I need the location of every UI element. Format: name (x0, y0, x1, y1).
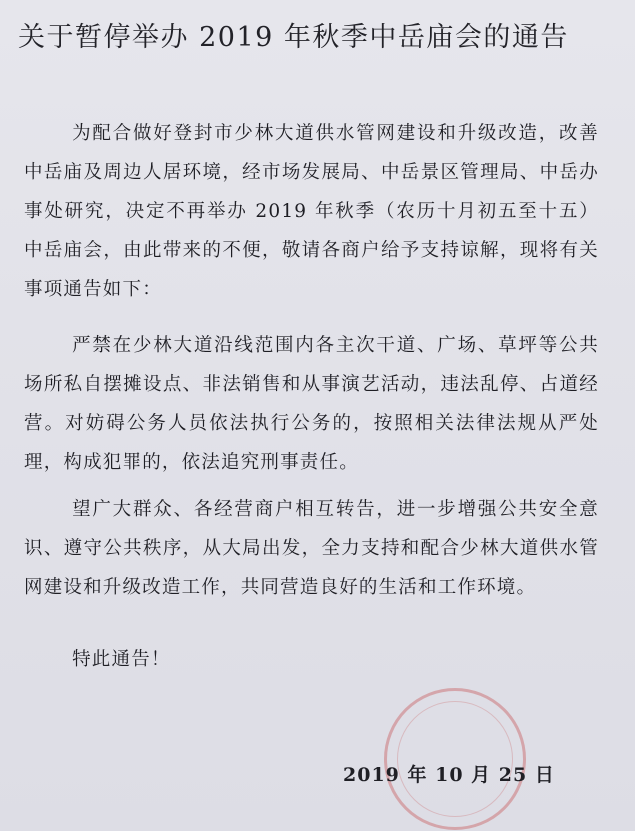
notice-paragraph-1: 为配合做好登封市少林大道供水管网建设和升级改造，改善中岳庙及周边人居环境，经市场发展局、中岳景区管理局、中岳办事处研究，决定不再举办 2019 年秋季（农历十月初五至十五）中岳庙会，由此带来的不便，敬请各商户给予支持谅解，现将有关事项通告如下： (24, 123, 599, 300)
notice-title: 关于暂停举办 2019 年秋季中岳庙会的通告 (18, 22, 569, 53)
notice-closing: 特此通告！ (72, 649, 171, 670)
notice-paragraph-2: 严禁在少林大道沿线范围内各主次干道、广场、草坪等公共场所私自摆摊设点、非法销售和从事演艺活动，违法乱停、占道经营。对妨碍公务人员依法执行公务的，按照相关法律法规从严处理，构成犯罪的，依法追究刑事责任。 (24, 335, 599, 473)
notice-paragraph-3: 望广大群众、各经营商户相互转告，进一步增强公共安全意识、遵守公共秩序，从大局出发，全力支持和配合少林大道供水管网建设和升级改造工作，共同营造良好的生活和工作环境。 (24, 499, 599, 598)
official-seal-stamp (384, 688, 526, 830)
notice-date: 2019 年 10 月 25 日 (343, 764, 555, 786)
